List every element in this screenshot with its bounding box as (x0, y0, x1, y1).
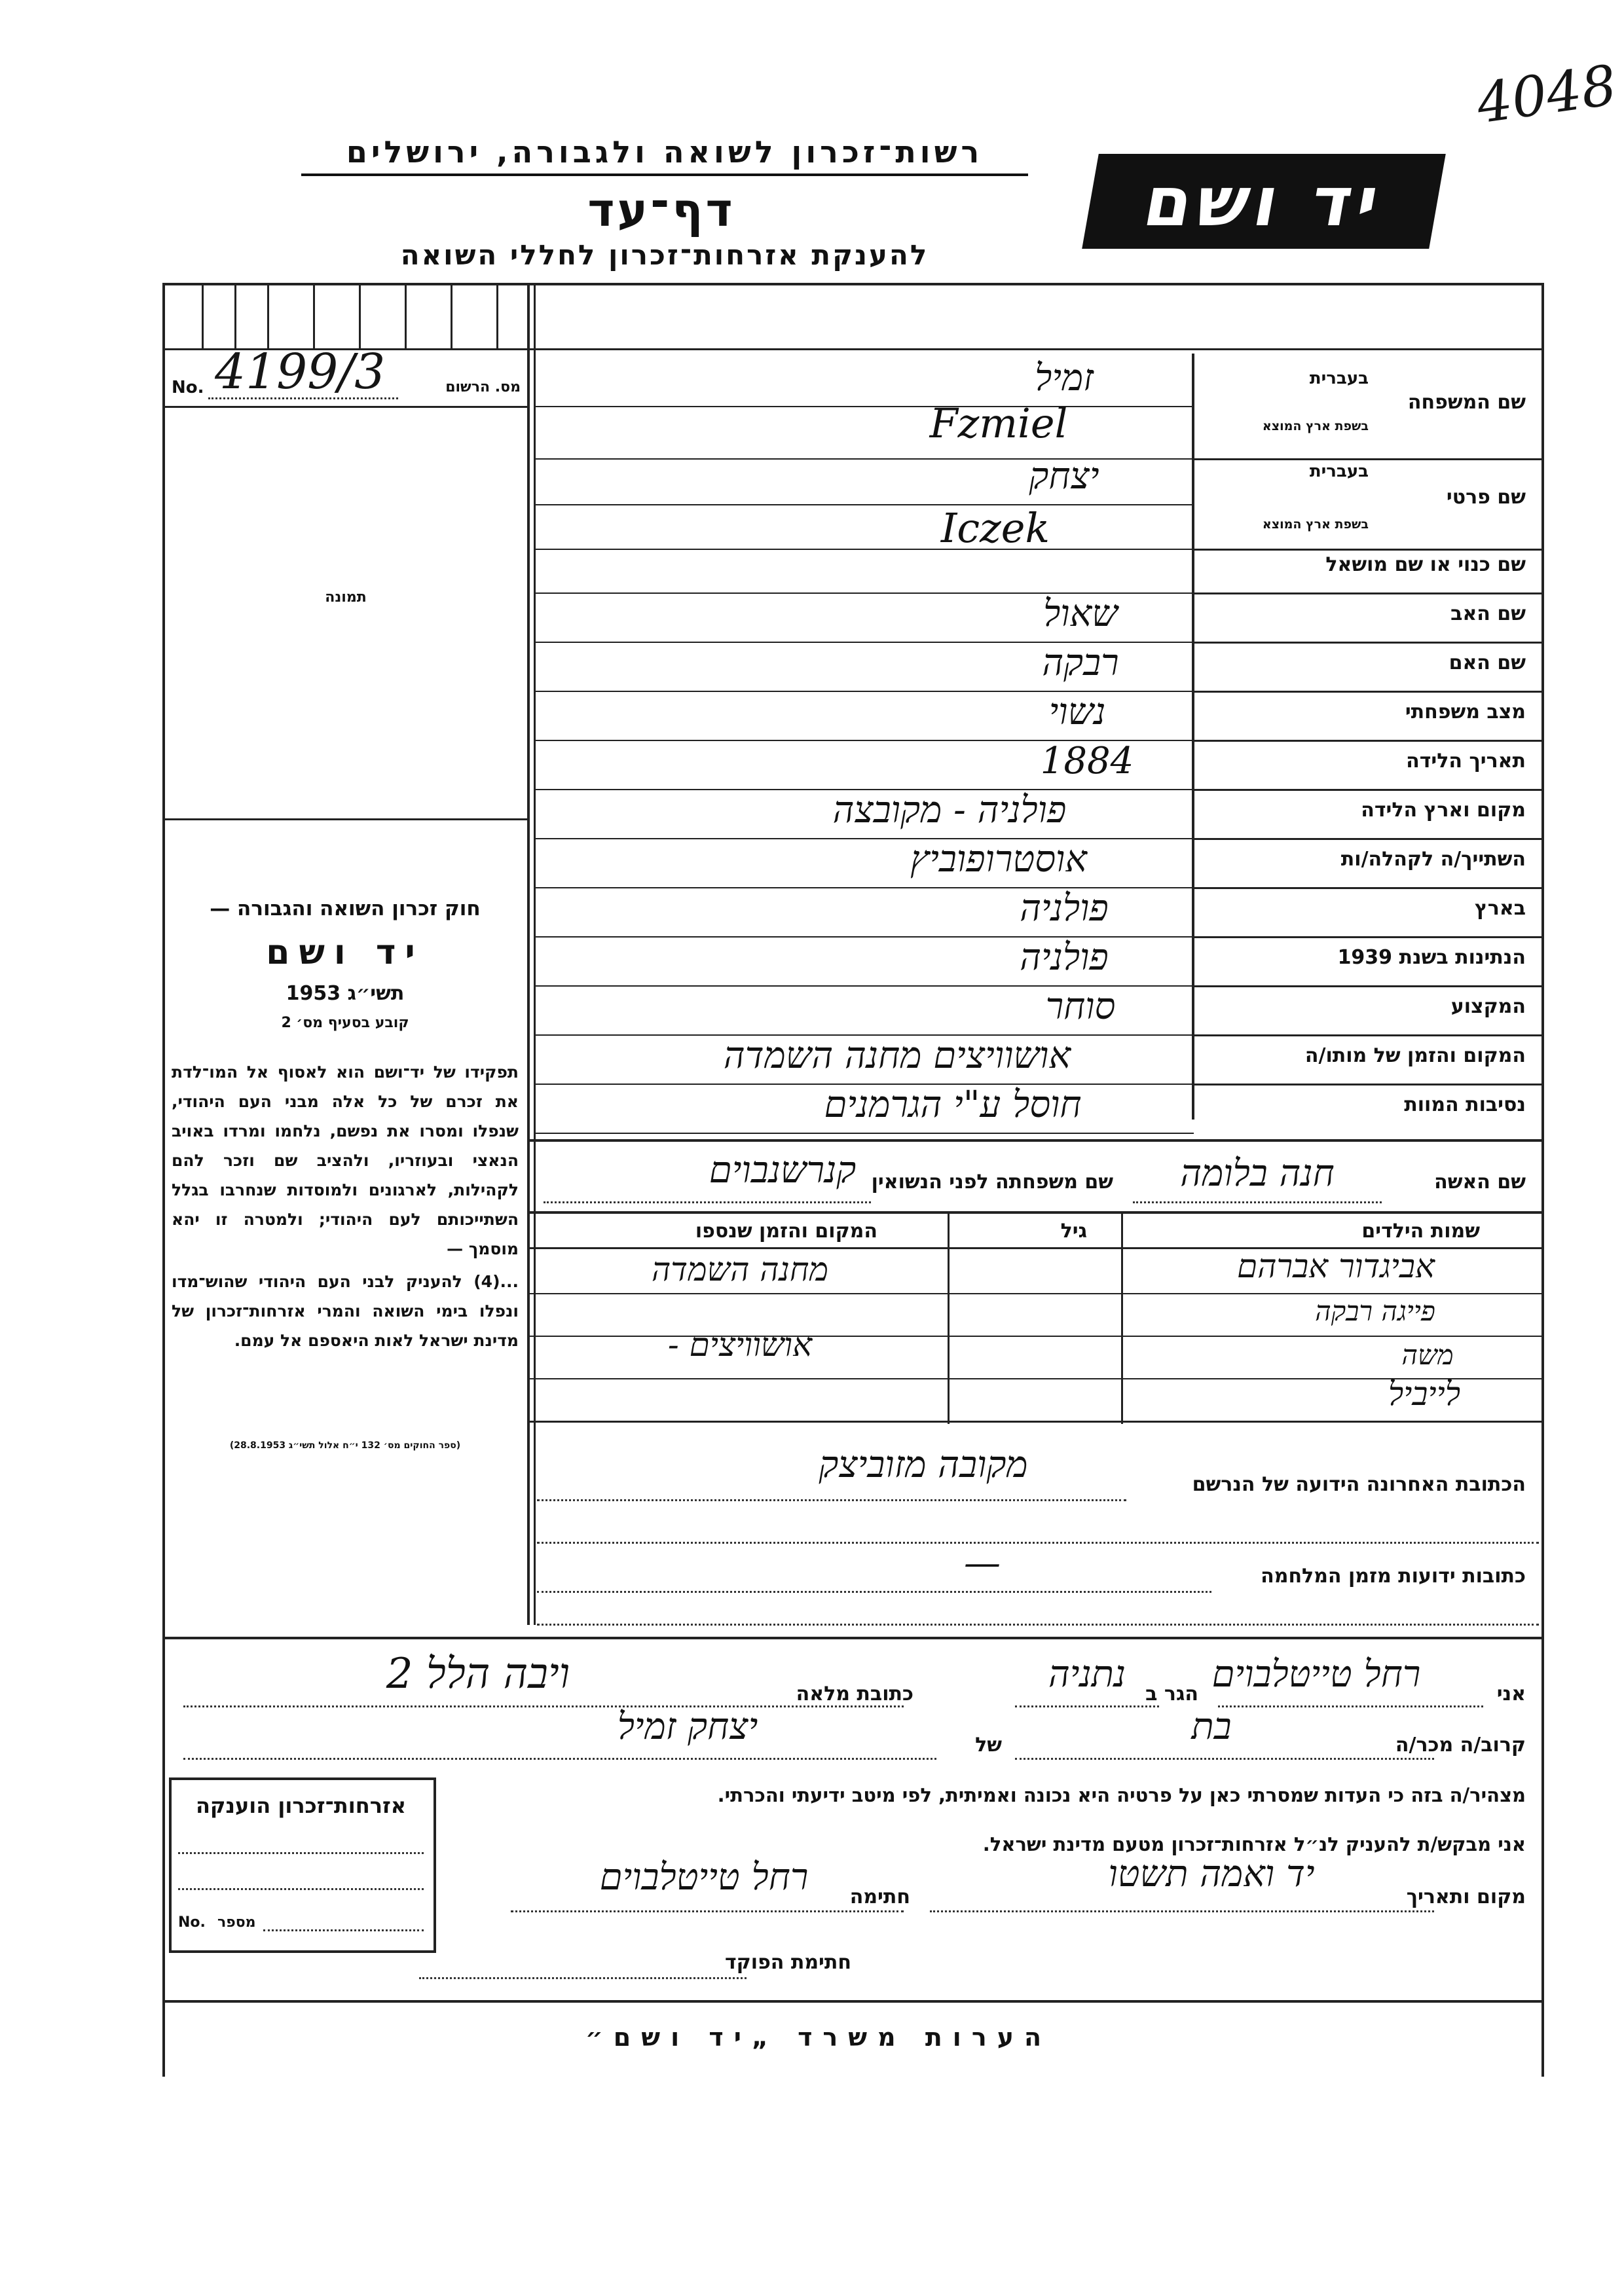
officer-signature-label: חתימת הפוקד (725, 1951, 851, 1974)
value-mother: רבקה (1042, 642, 1119, 684)
signature-label: חתימה (849, 1886, 910, 1908)
resident-label: הגר ב (1145, 1683, 1198, 1705)
law-year: תשי״ג 1953 (286, 982, 405, 1005)
label-birthplace: מקום וארץ הלידה (1361, 799, 1526, 822)
form-subtitle: להענקת אזרחות־זכרון לחללי השואה (400, 239, 929, 271)
wartime-address-value: — (964, 1542, 1001, 1584)
value-nationality: פולניה (1020, 936, 1109, 979)
declarant-name: רחל טייטלבוים (1211, 1653, 1421, 1696)
corner-number: 4048 (1473, 52, 1621, 136)
law-title: חוק זכרון השואה והגבורה — (210, 897, 481, 920)
label-first-hebrew: בעברית (1309, 462, 1369, 481)
place-date-value: יד ואמה תשטו (1108, 1853, 1315, 1895)
label-death-circumstances: נסיבות המוות (1404, 1093, 1526, 1116)
last-address-label: הכתובת האחרונה הידועה של הנרשם (1192, 1473, 1526, 1496)
citizenship-box (169, 1777, 436, 1953)
child-place-1: מחנה השמדה (651, 1250, 829, 1288)
value-first-name-he: יצחק (1029, 455, 1099, 498)
form-title: דף־עד (587, 183, 735, 237)
value-father: שאול (1043, 592, 1118, 635)
label-alias: שם כנוי או שם מושאל (1325, 553, 1526, 576)
relation-label: קרוב/ה מכר/ה (1395, 1734, 1526, 1757)
child-name-3: משה (1401, 1339, 1454, 1371)
wife-value: חנה בלומה (1180, 1152, 1335, 1195)
label-profession: המקצוע (1450, 995, 1526, 1018)
address-label: כתובת מלאה (796, 1683, 913, 1705)
value-birthplace: פולניה - מקובצה (832, 789, 1067, 831)
label-family-name: שם המשפחה (1407, 391, 1526, 414)
request-text: אני מבקש/ת להעניק לנ״ל אזרחות־זכרון מטעם מדינת ישראל. (982, 1833, 1526, 1855)
label-father: שם האב (1450, 602, 1526, 625)
declarant-relation: בת (1191, 1705, 1232, 1748)
citizenship-no-label: No. (178, 1914, 206, 1931)
label-death-place: המקום והזמן של מותו/ה (1304, 1044, 1526, 1067)
last-address-value: מקובה מזוביצק (819, 1444, 1028, 1486)
reg-label: מס. הרשום (445, 379, 521, 395)
declarant-address: ויבה הלל 2 (386, 1650, 570, 1698)
place-date-label: מקום ותאריך (1406, 1886, 1526, 1908)
children-header-age: גיל (1060, 1220, 1087, 1243)
label-family-hebrew: בעברית (1309, 369, 1369, 388)
label-birthdate: תאריך הלידה (1406, 750, 1526, 773)
ani-label: אני (1496, 1683, 1526, 1705)
wife-maiden-value: קנרשנבוים (709, 1149, 857, 1192)
label-community: השתייך/ה לקהלה/ות (1340, 848, 1526, 871)
child-place-2: אושוויצים - (667, 1326, 813, 1364)
label-mother: שם האם (1449, 651, 1526, 674)
child-name-4: לייביל (1388, 1375, 1461, 1413)
value-family-name-local: Fzmiel (929, 399, 1068, 447)
wife-label: שם האשה (1434, 1171, 1526, 1194)
value-death-circumstances: חוסל ע"י הגרמנים (824, 1084, 1082, 1126)
label-family-origin: בשפת ארץ המוצא (1262, 419, 1369, 433)
value-birthdate: 1884 (1040, 740, 1134, 782)
law-paragraph-1: תפקידו של יד־ושם הוא לאסוף אל המו־לדת את זכרם של כל אלה מבני העם היהודי, שנפלו ומסרו את נפשם, נלחמו ומרדו באויב הנאצי ובעוזריו, ולהציב שם וזכר להם לקהילות, לארגונים ולמוסדות שנחרבו בגלל השתייכותם לעם היהודי; ולמטרה זו יהא מוסמך — (172, 1063, 519, 1258)
value-marital: נשוי (1048, 691, 1106, 733)
signature-value: רחל טייטלבוים (599, 1856, 809, 1899)
label-first-origin: בשפת ארץ המוצא (1262, 517, 1369, 532)
photo-area (165, 409, 526, 809)
label-country: בארץ (1474, 897, 1526, 920)
wartime-address-label: כתובות ידועות מזמן המלחמה (1261, 1565, 1526, 1588)
authority-header: רשות־זכרון לשואה ולגבורה, ירושלים (301, 134, 1028, 176)
law-paragraph-2: ...(4) להעניק לבני העם היהודי שהוש־מדו ונפלו בימי השואה והמרי אזרחות־זכרון של מדינת ישראל לאות היאספם אל עמם. (172, 1272, 519, 1350)
declarant-of-name: יצחק זמיל (617, 1705, 758, 1748)
of-label: של (975, 1734, 1002, 1757)
logo-text: יד ושם (1137, 161, 1390, 242)
law-citation: (ספר החוקים מס׳ 132 י״ח אלול תשי״ג 28.8.1953) (229, 1440, 461, 1451)
photo-label: תמונה (325, 589, 367, 606)
value-family-name-he: זמיל (1035, 357, 1094, 399)
law-box (172, 897, 519, 1460)
label-nationality: הנתינות בשנת 1939 (1337, 946, 1526, 969)
law-clause: קובע בסעיף מס׳ 2 (281, 1015, 409, 1031)
yad-vashem-logo (1082, 154, 1446, 249)
footer-notes: הערות משרד „יד ושם״ (585, 2023, 1052, 2052)
declaration-text: מצהיר/ה בזה כי העדות שמסרתי כאן על פרטיה היא נכונה ואמיתית, לפי מיטב ידיעתי והכרתי. (717, 1784, 1526, 1806)
value-first-name-local: Iczek (940, 504, 1050, 552)
declarant-city: נתניה (1048, 1653, 1126, 1696)
citizenship-box-title: אזרחות־זכרון הוענקה (195, 1793, 407, 1818)
children-header-place: המקום והזמן שנספו (695, 1220, 877, 1243)
children-header-names: שמות הילדים (1361, 1220, 1480, 1243)
law-name: יד ושם (266, 933, 424, 972)
value-death-place: אושוויצים מחנה השמדה (723, 1034, 1071, 1077)
value-profession: סוחר (1045, 985, 1116, 1028)
value-country: פולניה (1020, 887, 1109, 930)
child-name-2: פייגה רבקה (1315, 1295, 1435, 1327)
child-name-1: אביגדור אברהם (1237, 1247, 1435, 1285)
no-label: No. (172, 378, 204, 397)
citizenship-number-label: מספר (217, 1914, 256, 1931)
reg-number: 4199/3 (215, 344, 386, 400)
wife-maiden-label: שם משפחתה לפני הנשואין (871, 1171, 1113, 1194)
label-marital: מצב משפחתי (1405, 701, 1526, 723)
label-first-name: שם פרטי (1446, 486, 1526, 509)
value-community: אוסטרופוביץ (910, 838, 1087, 881)
